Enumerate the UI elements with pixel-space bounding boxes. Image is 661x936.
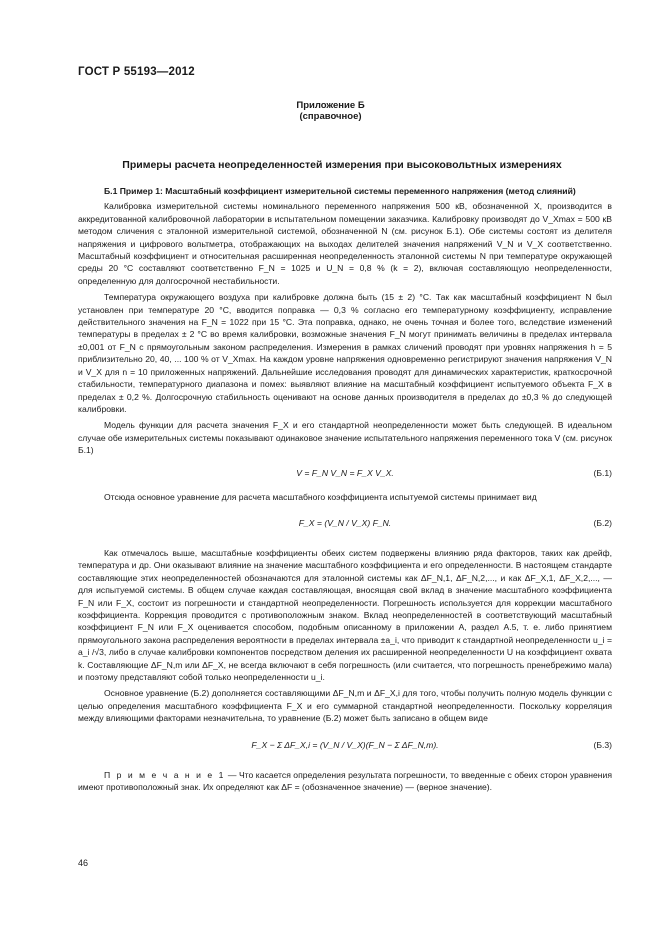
equation-b1-number: (Б.1) [593,467,612,478]
paragraph-main-equation: Отсюда основное уравнение для расчета масштабного коэффициента испытуемой системы принимает вид [104,491,537,502]
annex-type: (справочное) [299,111,362,122]
equation-b3-number: (Б.3) [593,739,612,750]
section-heading: Б.1 Пример 1: Масштабный коэффициент измерительной системы переменного напряжения (метод слияний) [104,186,576,196]
note-text: — Что касается определения результата погрешности, то введенные с обеих сторон уравнения имеют противоположный знак. Их определяют как ΔF = (обозначенное значение) — (верное значение). [78,769,612,793]
note-1 [78,769,612,794]
paragraph-temperature: Температура окружающего воздуха при калибровке должна быть (15 ± 2) °С. Так как масштабный коэффициент N был установлен при температуре 20 °С, вводится поправка — 0,3 % согласно его температурному коэффициенту, исправление действительного значения на F_N = 1022 при 15 °С. Эта поправка, однако, не очень точная и более того, вследствие изменений температуры в пределах ± 2 °С во время калибровки, возможные значения F_N могут принимать величины в пределах интервала ±0,001 от F_N с прямоугольным законом распределения. Измерения в рамках сличений проводят при уровнях напряжения h = 5 приблизительно 20, 40, ... 100 % от V_Xmax. На каждом уровне напряжения одновременно регистрируют значения напряжения V_N и V_X для n = 10 приложенных напряжений. Дальнейшие исследования проводят для динамических характеристик, краткосрочной стабильности, температурного диапазона и помех: выявляют влияние на масштабный коэффициент испытуемого объекта F_X в пределах ± 0,2 %. Долгосрочную стабильность оценивают на основе данных производителя в пределах до ±0,3 % до следующей калибровки. [78,292,612,414]
paragraph-calibration: Калибровка измерительной системы номинального переменного напряжения 500 кВ, обозначенной X, производится в аккредитованной калибровочной лаборатории в испытательном помещении заказчика. Калибровку производят до V_Xmax = 500 кВ методом сличения с эталонной измерительной системой, обозначенной N (см. рисунок Б.1). Обе системы состоят из делителя напряжения и цифрового вольтметра, отображающих на выходах делителей значения напряжений V_N и V_X соответственно. Масштабный коэффициент и относительная расширенная неопределенность эталонной системы N при температуре окружающей среды 20 °С составляют соответственно F_N = 1025 и U_N = 0,8 % (k = 2), включая составляющую неопределенности, определенную для долгосрочной нестабильности. [78,201,612,286]
annex-title: Примеры расчета неопределенностей измерения при высоковольтных измерениях [122,159,562,171]
equation-b1 [78,461,612,487]
equation-b2-number: (Б.2) [593,517,612,528]
equation-b3 [78,729,612,765]
paragraph-general-form: Основное уравнение (Б.2) дополняется составляющими ΔF_N,m и ΔF_X,i для того, чтобы получить полную модель функции с целью определения масштабного коэффициента F_X и его суммарной стандартной неопределенности. Поскольку корреляция между влияющими факторами незначительна, то уравнение (Б.2) может быть записано в общем виде [78,688,612,724]
standard-header: ГОСТ Р 55193—2012 [78,66,195,78]
paragraph-model: Модель функции для расчета значения F_X и его стандартной неопределенности может быть следующей. В идеальном случае обе измерительных системы показывают одинаковое значение испытательного напряжения переменного тока V (см. рисунок Б.1) [78,420,612,456]
paragraph-factors: Как отмечалось выше, масштабные коэффициенты обеих систем подвержены влиянию ряда факторов, таких как дрейф, температура и др. Они оказывают влияние на значение масштабного коэффициента и его определенности. В настоящем стандарте составляющие этих неопределенностей обозначаются для эталонной системы как ΔF_N,1, ΔF_N,2,..., и как ΔF_X,1, ΔF_X,2,..., — для испытуемой системы. В общем случае каждая составляющая, вносящая свой вклад в значение масштабного коэффициента F_N или F_X, состоит из погрешности и стандартной неопределенности. Погрешность используется для коррекции масштабного коэффициента. Коррекция проводится с противоположным знаком. Вклад неопределенностей в соответствующий масштабный коэффициент F_N или F_X оценивается способом, подобным описанному в приложении А, раздел А.5, т. е. либо принятием прямоугольного закона распределения вероятности в пределах интервала ±a_i, что приводит к стандартной неопределенности u_i = a_i /√3, либо в случае калибровки компонентов посредством деления их расширенной неопределенности U на коэффициент охвата k. Составляющие ΔF_N,m или ΔF_X, не всегда включают в себя погрешность (или считается, что погрешность пренебрежимо мала) и поэтому представляют собой только неопределенности u_i. [78,547,612,682]
document-body [78,185,612,793]
note-label: П р и м е ч а н и е 1 [104,769,226,780]
equation-b1-formula: V = F_N V_N = F_X V_X. [296,467,394,478]
equation-b2-formula: F_X = (V_N / V_X) F_N. [298,517,392,528]
equation-b2 [78,507,612,543]
page-number: 46 [78,858,89,868]
equation-b3-formula: F_X − Σ ΔF_X,i = (V_N / V_X)(F_N − Σ ΔF_N,m). [251,739,439,750]
annex-label: Приложение Б [296,100,365,111]
